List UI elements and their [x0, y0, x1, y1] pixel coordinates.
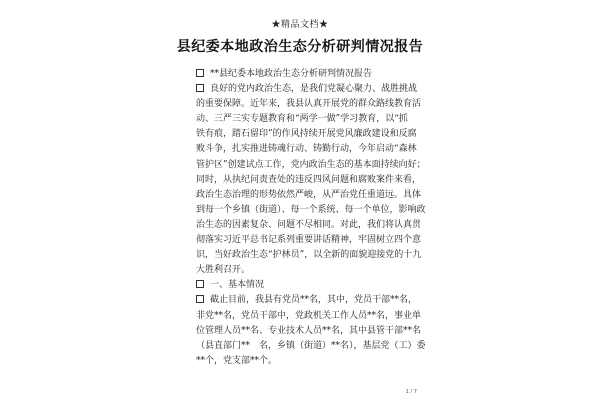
paragraph-line [196, 173, 428, 188]
checkbox-icon [196, 295, 204, 303]
paragraph-line [196, 339, 428, 354]
paragraph-line [196, 82, 428, 97]
line-text: 良好的党内政治生态，是我们党凝心聚力、战胜挑战 [210, 84, 418, 95]
paragraph-line [196, 203, 428, 218]
paragraph-line [196, 188, 428, 203]
line-text: 截止目前，我县有党员**名，其中，党员干部**名， [210, 295, 418, 306]
line-text: 到每一个乡镇（街道）、每一个系统、每一个单位，影响政 [196, 204, 426, 215]
paragraph-line [196, 248, 428, 263]
paragraph-line [196, 278, 428, 293]
line-text: 彻落实习近平总书记系列重要讲话精神，牢固树立四个意 [196, 235, 422, 246]
line-text: 动、三严三实专题教育和“两学一做”学习教育，以“抓 [196, 114, 408, 125]
paragraph-line [196, 233, 428, 248]
paragraph-line [196, 354, 428, 369]
line-text: 败斗争，扎实推进铸魂行动、铸勤行动，今年启动“森林 [196, 144, 417, 155]
line-text: 一、基本情况 [210, 280, 265, 291]
line-text: 大胜利召开。 [196, 265, 251, 276]
paragraph-line [196, 263, 428, 278]
page-number: 1 / 7 [405, 389, 417, 395]
paragraph-line [196, 309, 428, 324]
line-text: 政治生态治理的形势依然严峻，从严治党任重道远。具体 [196, 189, 422, 200]
paragraph-line [196, 293, 428, 308]
line-text: **县纪委本地政治生态分析研判情况报告 [210, 69, 373, 79]
line-text: 位管理人员**名、专业技术人员**名，其中县管干部**名 [196, 325, 422, 336]
checkbox-icon [196, 69, 204, 77]
paragraph-line [196, 142, 428, 157]
line-text: （县直部门** 名，乡镇（街道）**名），基层党（工）委 [196, 340, 426, 351]
checkbox-icon [196, 84, 204, 92]
line-text: 识，当好政治生态“护林员”，以全新的面貌迎接党的十九 [196, 250, 422, 261]
paragraph-line [196, 127, 428, 142]
line-text: 治生态的因素复杂、问题不尽相同。对此，我们将认真贯 [196, 219, 422, 230]
line-text: **个，党支部**个。 [196, 355, 278, 366]
line-text: 管护区”创建试点工作，党内政治生态的基本面持续向好； [196, 159, 426, 170]
line-text: 同时，从执纪问责查处的违反四风问题和腐败案件来看， [196, 174, 422, 185]
paragraph-line [196, 67, 428, 82]
line-text: 铁有痕，踏石留印”的作风持续开展党风廉政建设和反腐 [196, 129, 417, 140]
paragraph-line [196, 112, 428, 127]
page-title: 县纪委本地政治生态分析研判情况报告 [176, 39, 424, 55]
document-body [196, 67, 428, 369]
paragraph-line [196, 324, 428, 339]
paragraph-line [196, 97, 428, 112]
header-mark: ★精品文档★ [271, 20, 329, 30]
line-text: 的重要保障。近年来，我县认真开展党的群众路线教育活 [196, 99, 422, 110]
line-text: 非党**名，党员干部中，党政机关工作人员**名，事业单 [196, 310, 422, 321]
checkbox-icon [196, 280, 204, 288]
paragraph-line [196, 218, 428, 233]
paragraph-line [196, 158, 428, 173]
